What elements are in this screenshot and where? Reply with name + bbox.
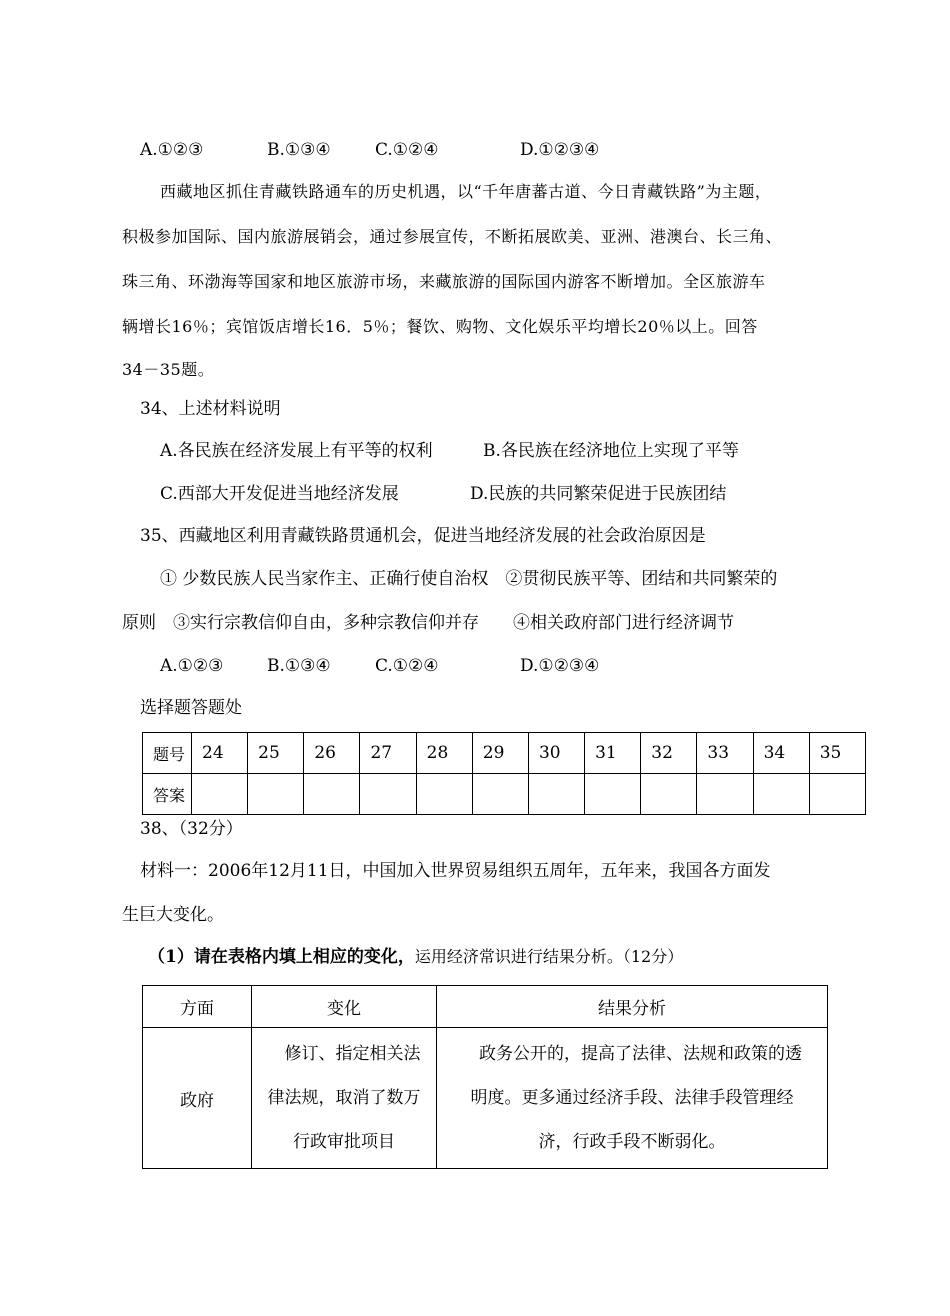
analysis-table bbox=[142, 985, 828, 1169]
answer-table bbox=[142, 732, 866, 815]
q35-statement-line: 原则 ③实行宗教信仰自由，多种宗教信仰并存 ④相关政府部门进行经济调节 bbox=[122, 613, 734, 633]
answer-table-row-label: 答案 bbox=[143, 774, 192, 815]
answer-table-number-row bbox=[143, 733, 866, 774]
row-change-line: 律法规，取消了数万 bbox=[267, 1088, 421, 1108]
q34-option-d: D.民族的共同繁荣促进于民族团结 bbox=[470, 484, 727, 504]
q38-material-line: 材料一：2006年12月11日，中国加入世界贸易组织五周年，五年来，我国各方面发 bbox=[140, 861, 771, 881]
material-line: 34－35题。 bbox=[122, 360, 215, 379]
question-number-cell: 24 bbox=[192, 733, 248, 774]
q35-option-d: D.①②③④ bbox=[520, 656, 600, 676]
answer-cell[interactable] bbox=[753, 774, 809, 815]
answer-cell[interactable] bbox=[192, 774, 248, 815]
row-change[interactable] bbox=[252, 1028, 437, 1169]
question-number-cell: 29 bbox=[472, 733, 528, 774]
answer-area-title: 选择题答题处 bbox=[140, 698, 242, 718]
q35-statement-line: ① 少数民族人民当家作主、正确行使自治权 ②贯彻民族平等、团结和共同繁荣的 bbox=[160, 569, 778, 589]
q35-stem: 35、西藏地区利用青藏铁路贯通机会，促进当地经济发展的社会政治原因是 bbox=[140, 526, 706, 546]
answer-cell[interactable] bbox=[248, 774, 304, 815]
question-number-cell: 30 bbox=[528, 733, 584, 774]
answer-cell[interactable] bbox=[304, 774, 360, 815]
q38-part1-bold: （1）请在表格内填上相应的变化， bbox=[148, 947, 415, 967]
header-change: 变化 bbox=[252, 986, 437, 1028]
question-number-cell: 34 bbox=[753, 733, 809, 774]
question-number-cell: 31 bbox=[585, 733, 641, 774]
q33-option-b: B.①③④ bbox=[267, 140, 331, 160]
q33-option-c: C.①②④ bbox=[375, 140, 439, 160]
q34-option-b: B.各民族在经济地位上实现了平等 bbox=[483, 441, 739, 461]
q38-material-line: 生巨大变化。 bbox=[122, 905, 224, 925]
row-change-line: 修订、指定相关法 bbox=[267, 1044, 421, 1064]
material-line: 珠三角、环渤海等国家和地区旅游市场，来藏旅游的国际国内游客不断增加。全区旅游车 bbox=[122, 272, 766, 291]
material-line: 辆增长16％；宾馆饭店增长16．5％；餐饮、购物、文化娱乐平均增长20％以上。回答 bbox=[122, 317, 758, 336]
q34-option-c: C.西部大开发促进当地经济发展 bbox=[160, 484, 399, 504]
answer-table-row-label: 题号 bbox=[143, 733, 192, 774]
q33-option-d: D.①②③④ bbox=[520, 140, 600, 160]
row-result-line: 济，行政手段不断弱化。 bbox=[538, 1132, 726, 1152]
question-number-cell: 27 bbox=[360, 733, 416, 774]
answer-cell[interactable] bbox=[472, 774, 528, 815]
q35-option-c: C.①②④ bbox=[375, 656, 439, 676]
q35-option-a: A.①②③ bbox=[160, 656, 224, 676]
row-change-line: 行政审批项目 bbox=[293, 1132, 395, 1152]
answer-cell[interactable] bbox=[585, 774, 641, 815]
question-number-cell: 35 bbox=[809, 733, 865, 774]
q35-option-b: B.①③④ bbox=[267, 656, 331, 676]
answer-cell[interactable] bbox=[416, 774, 472, 815]
q34-option-a: A.各民族在经济发展上有平等的权利 bbox=[160, 441, 433, 461]
question-number-cell: 33 bbox=[697, 733, 753, 774]
question-number-cell: 28 bbox=[416, 733, 472, 774]
material-line: 西藏地区抓住青藏铁路通车的历史机遇，以“千年唐蕃古道、今日青藏铁路”为主题， bbox=[160, 182, 772, 201]
row-result[interactable] bbox=[437, 1028, 828, 1169]
q38-stem: 38、（32分） bbox=[140, 819, 243, 839]
answer-cell[interactable] bbox=[360, 774, 416, 815]
analysis-table-header-row bbox=[143, 986, 828, 1028]
q38-part1-rest: 运用经济常识进行结果分析。（12分） bbox=[414, 947, 684, 966]
q33-option-a: A.①②③ bbox=[140, 140, 204, 160]
question-number-cell: 32 bbox=[641, 733, 697, 774]
answer-cell[interactable] bbox=[528, 774, 584, 815]
answer-cell[interactable] bbox=[809, 774, 865, 815]
answer-cell[interactable] bbox=[641, 774, 697, 815]
header-result: 结果分析 bbox=[437, 986, 828, 1028]
answer-table-answer-row bbox=[143, 774, 866, 815]
analysis-table-row bbox=[143, 1028, 828, 1169]
question-number-cell: 25 bbox=[248, 733, 304, 774]
question-number-cell: 26 bbox=[304, 733, 360, 774]
row-result-line: 明度。更多通过经济手段、法律手段管理经 bbox=[470, 1088, 794, 1108]
material-line: 积极参加国际、国内旅游展销会，通过参展宣传，不断拓展欧美、亚洲、港澳台、长三角、 bbox=[122, 227, 783, 246]
q38-part1-prompt bbox=[148, 945, 683, 969]
q34-stem: 34、上述材料说明 bbox=[140, 399, 281, 419]
header-aspect: 方面 bbox=[143, 986, 252, 1028]
answer-cell[interactable] bbox=[697, 774, 753, 815]
row-aspect: 政府 bbox=[143, 1028, 252, 1169]
row-result-line: 政务公开的，提高了法律、法规和政策的透 bbox=[462, 1044, 802, 1064]
